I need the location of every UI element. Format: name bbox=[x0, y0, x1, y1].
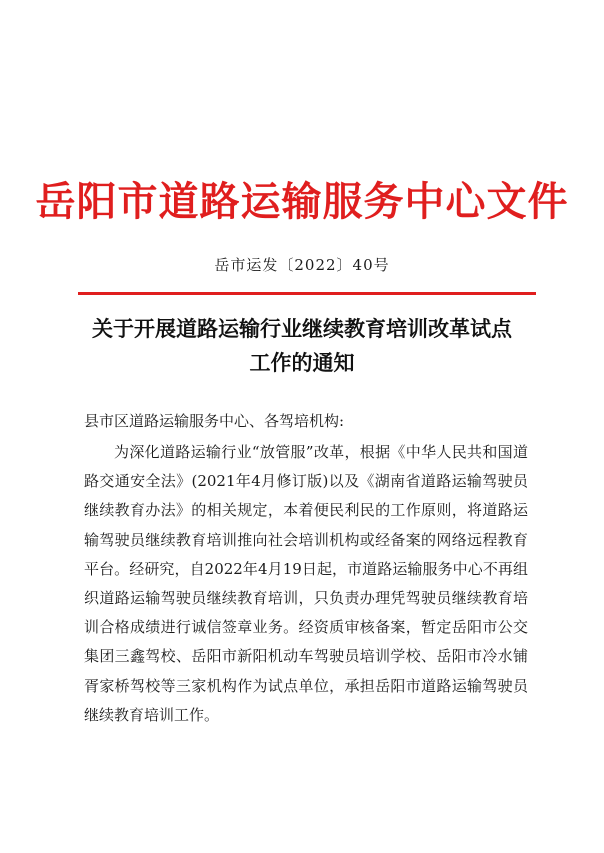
document-title bbox=[60, 312, 544, 380]
addressee: 县市区道路运输服务中心、各驾培机构: bbox=[84, 412, 345, 430]
document-number: 岳市运发〔2022〕40号 bbox=[214, 256, 390, 274]
document-title-line-1: 关于开展道路运输行业继续教育培训改革试点 bbox=[92, 316, 512, 341]
red-divider-line bbox=[78, 292, 536, 295]
document-title-line-2: 工作的通知 bbox=[249, 350, 355, 375]
masthead-title: 岳阳市道路运输服务中心文件 bbox=[35, 179, 569, 225]
body-paragraph: 为深化道路运输行业“放管服”改革，根据《中华人民共和国道路交通安全法》(2021年4月修订版)以及《湖南省道路运输驾驶员继续教育办法》的相关规定，本着便民利民的工作原则，将道路运输驾驶员继续教育培训推向社会培训机构或经备案的网络远程教育平台。经研究，自2022年4月19日起，市道路运输服务中心不再组织道路运输驾驶员继续教育培训，只负责办理凭驾驶员继续教育培训合格成绩进行诚信签章业务。经资质审核备案，暂定岳阳市公交集团三鑫驾校、岳阳市新阳机动车驾驶员培训学校、岳阳市冷水铺胥家桥驾校等三家机构作为试点单位，承担岳阳市道路运输驾驶员继续教育培训工作。 bbox=[84, 443, 528, 724]
